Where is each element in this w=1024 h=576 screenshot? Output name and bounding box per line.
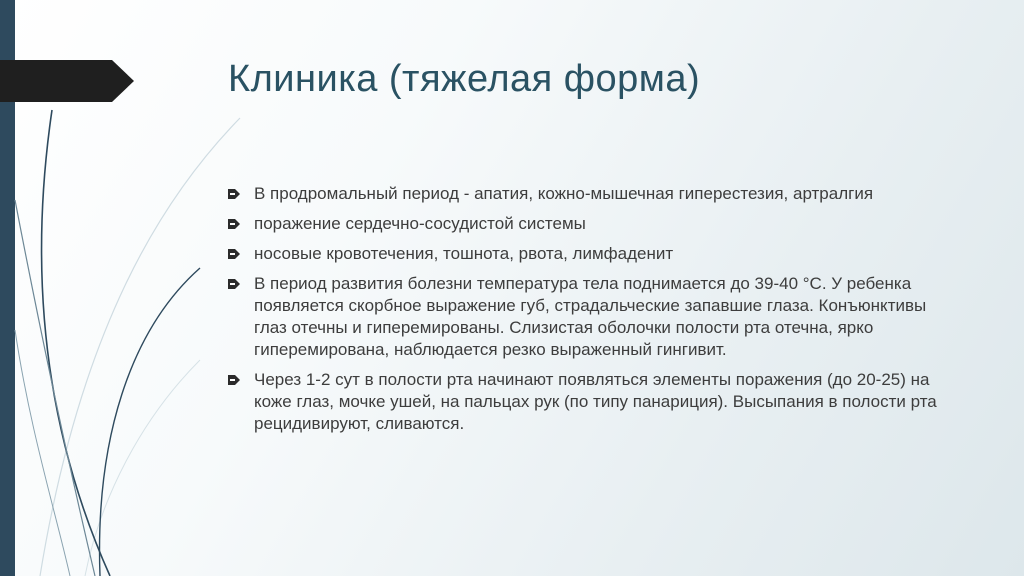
arrow-bullet-icon (228, 279, 240, 289)
bullet-text: В период развития болезни температура тела поднимается до 39-40 °С. У ребенка появляется скорбное выражение губ, страдальческие запавшие глаза. Конъюнктивы глаз отечны и гиперемированы. Слизистая оболочки полости рта отечна, ярко гиперемирована, наблюдается резко выраженный гингивит. (254, 274, 927, 359)
bullet-text: поражение сердечно-сосудистой системы (254, 214, 586, 233)
curve-dark-3 (15, 200, 95, 576)
bullet-item (228, 183, 963, 205)
bullet-text: В продромальный период - апатия, кожно-мышечная гиперестезия, артралгия (254, 184, 874, 203)
bullet-text: носовые кровотечения, тошнота, рвота, лимфаденит (254, 244, 674, 263)
curve-light-2 (85, 360, 200, 576)
curve-dark-1 (42, 110, 110, 576)
arrow-bullet-icon (228, 375, 240, 385)
title-arrow-shape (0, 60, 134, 102)
bullet-item (228, 213, 963, 235)
bullet-item (228, 273, 963, 361)
arrow-bullet-icon (228, 219, 240, 229)
bullet-list (228, 183, 963, 443)
bullet-item (228, 243, 963, 265)
bullet-text: Через 1-2 сут в полости рта начинают появляться элементы поражения (до 20-25) на коже глаз, мочке ушей, на пальцах рук (по типу панариция). Высыпания в полости рта рецидивируют, сливаются. (254, 370, 937, 433)
arrow-bullet-icon (228, 189, 240, 199)
curve-mid-1 (15, 330, 70, 576)
slide-title: Клиника (тяжелая форма) (228, 58, 701, 100)
arrow-bullet-icon (228, 249, 240, 259)
curve-light-1 (40, 118, 240, 576)
bullet-item (228, 369, 963, 435)
